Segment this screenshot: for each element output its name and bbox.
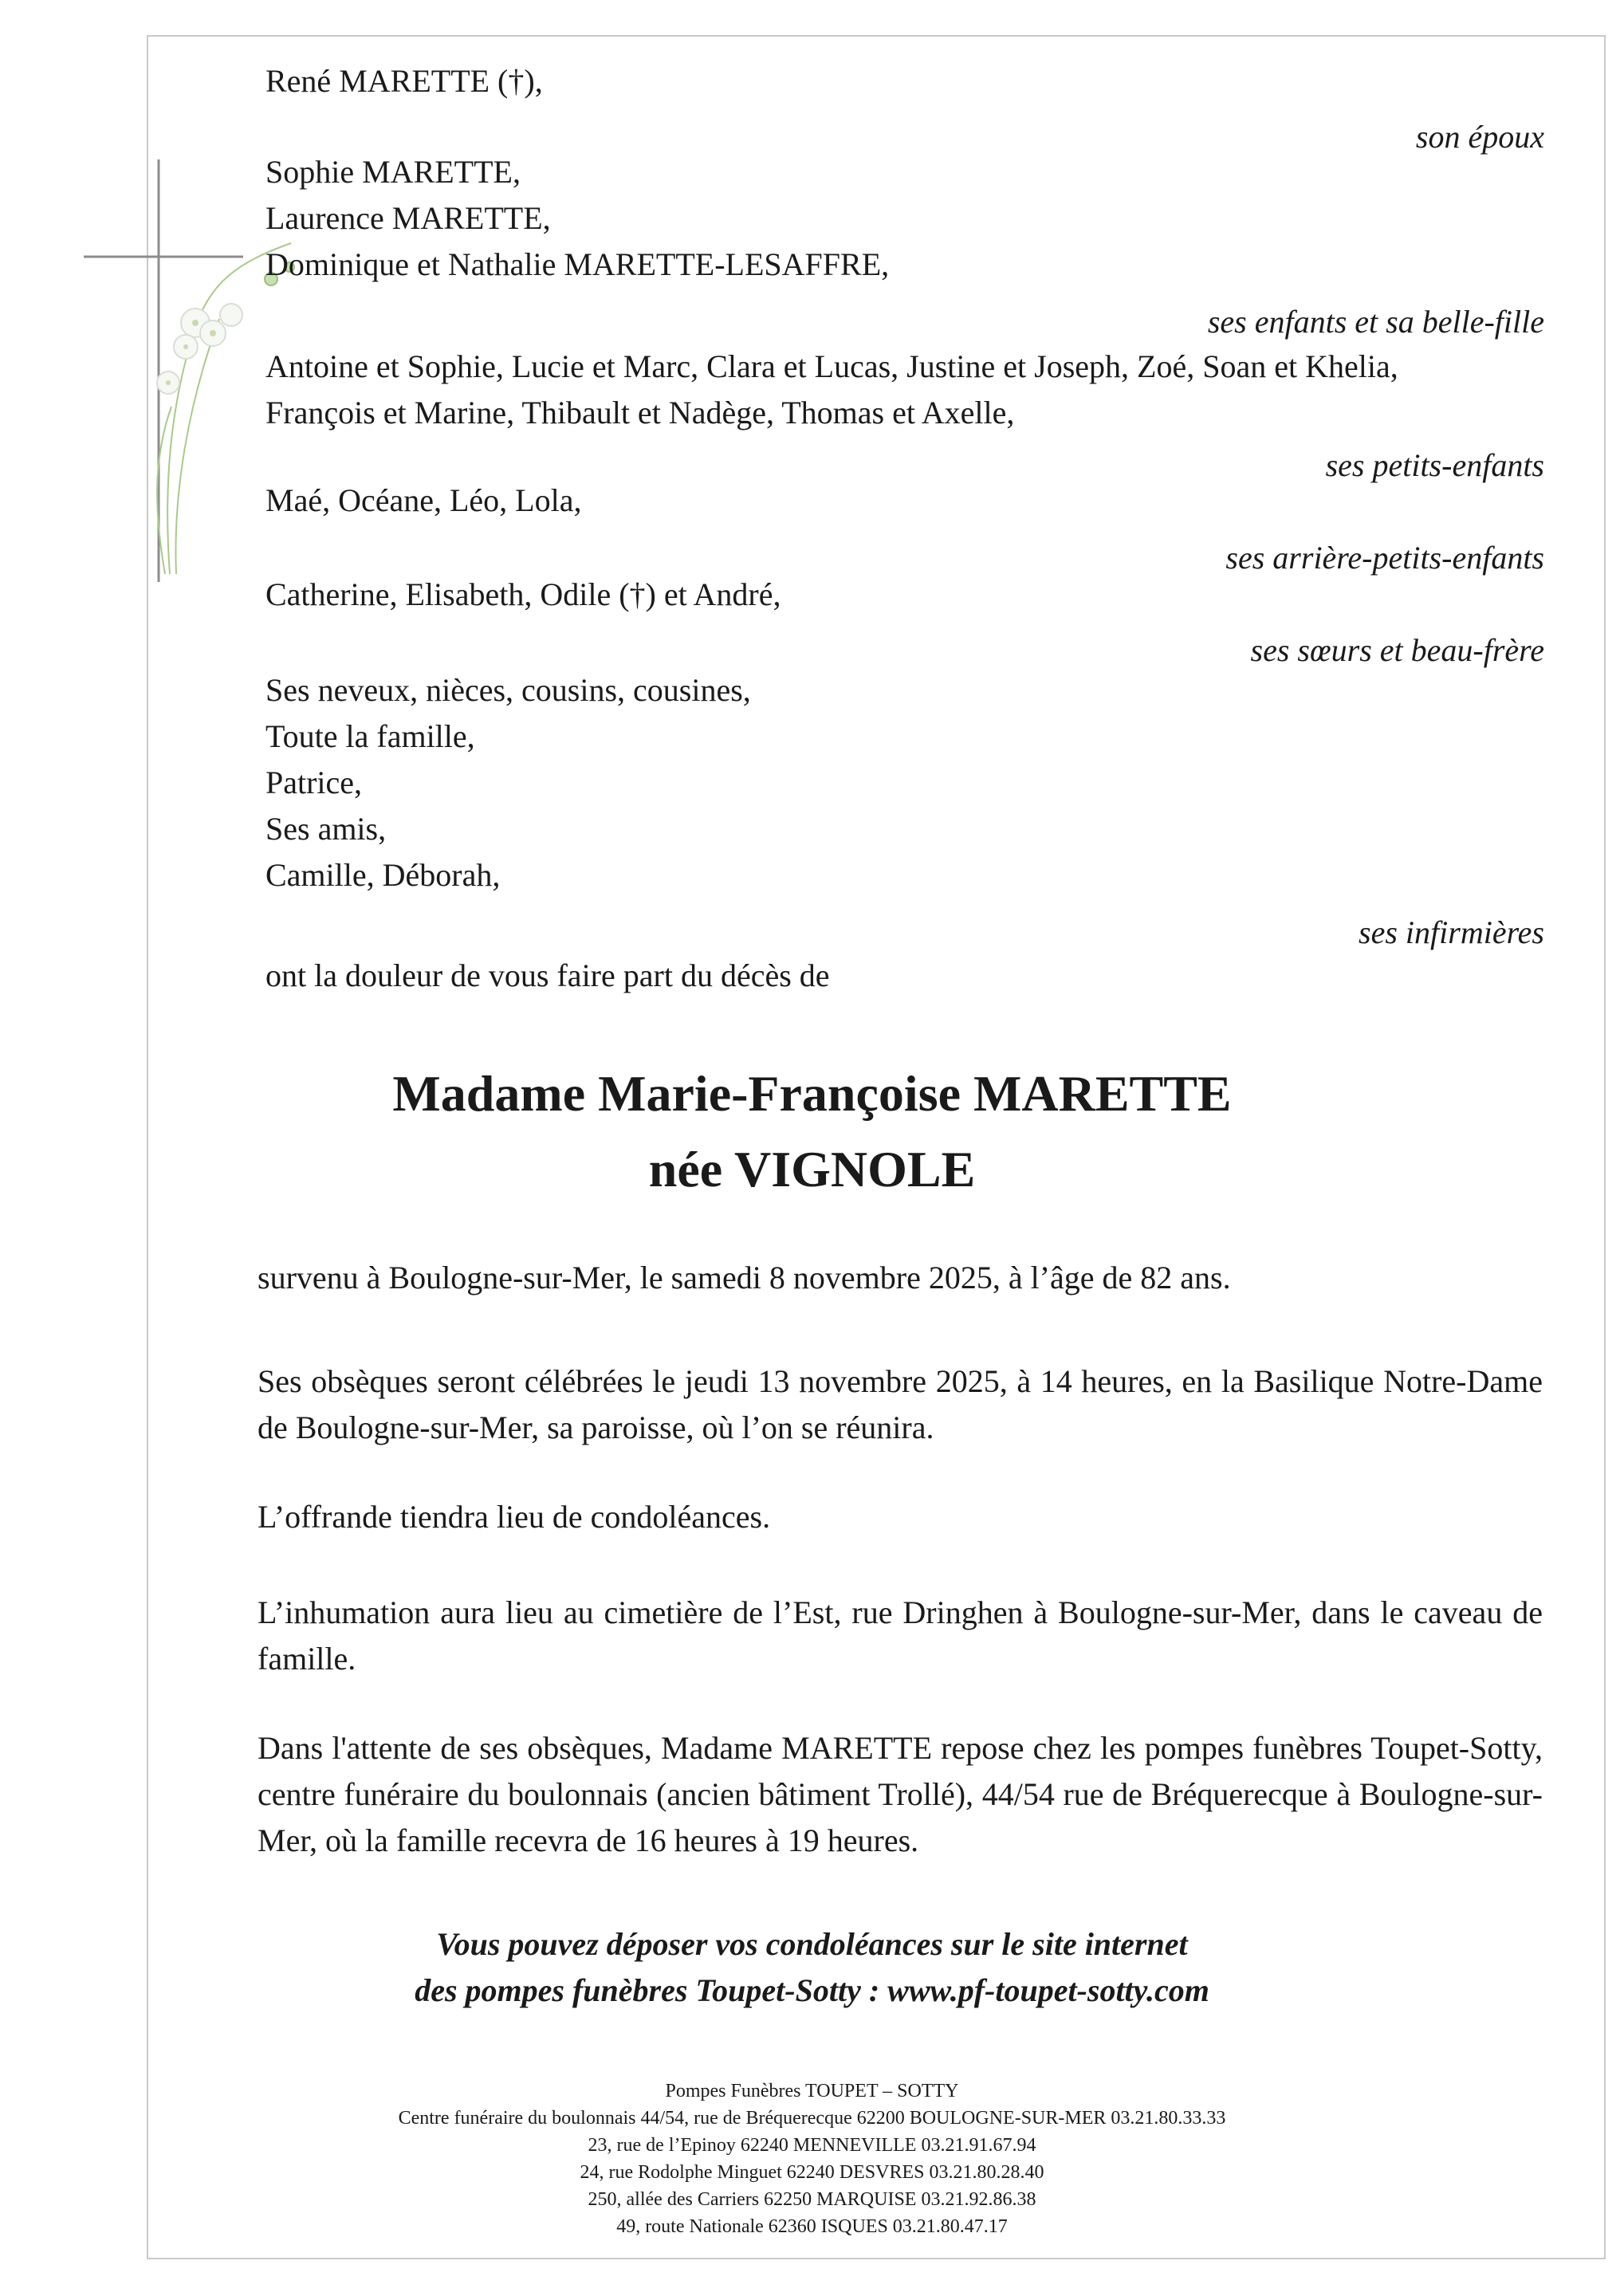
- footer-address-1: Centre funéraire du boulonnais 44/54, rue de Bréquerecque 62200 BOULOGNE-SUR-MER 03.21.80.33.33: [398, 2108, 1226, 2129]
- role-great-grandchildren: ses arrière-petits-enfants: [1225, 540, 1544, 576]
- announcement-intro: ont la douleur de vous faire part du décès de: [265, 957, 830, 993]
- role-siblings: ses sœurs et beau-frère: [1250, 632, 1544, 668]
- footer-address-2: 23, rue de l’Epinoy 62240 MENNEVILLE 03.21.91.67.94: [588, 2135, 1036, 2156]
- family-line-nurses: Camille, Déborah,: [265, 857, 501, 893]
- family-line-grandchildren-1: Antoine et Sophie, Lucie et Marc, Clara et Lucas, Justine et Joseph, Zoé, Soan et Khelia,: [265, 348, 1398, 384]
- paragraph-death-info: survenu à Boulogne-sur-Mer, le samedi 8 novembre 2025, à l’âge de 82 ans.: [258, 1260, 1231, 1295]
- deceased-name: Madame Marie-Françoise MARETTE: [392, 1065, 1232, 1122]
- family-line-family: Toute la famille,: [265, 718, 475, 754]
- cross-icon: [84, 159, 243, 582]
- role-nurses: ses infirmières: [1359, 914, 1544, 950]
- footer-address-3: 24, rue Rodolphe Minguet 62240 DESVRES 03.21.80.28.40: [580, 2162, 1044, 2183]
- footer-address-4: 250, allée des Carriers 62250 MARQUISE 03.21.92.86.38: [588, 2189, 1036, 2210]
- family-line-child-1: Sophie MARETTE,: [265, 154, 521, 190]
- deceased-maiden-name: née VIGNOLE: [648, 1141, 976, 1197]
- family-line-patrice: Patrice,: [265, 765, 363, 800]
- family-line-siblings: Catherine, Elisabeth, Odile (†) et André,: [265, 576, 781, 612]
- role-spouse: son époux: [1415, 119, 1544, 155]
- role-grandchildren: ses petits-enfants: [1325, 447, 1544, 483]
- family-line-great-grandchildren: Maé, Océane, Léo, Lola,: [265, 482, 582, 518]
- family-line-relatives: Ses neveux, nièces, cousins, cousines,: [265, 672, 751, 708]
- website-notice-line-1: Vous pouvez déposer vos condoléances sur le site internet: [436, 1926, 1188, 1962]
- family-line-grandchildren-2: François et Marine, Thibault et Nadège, Thomas et Axelle,: [265, 395, 1015, 431]
- paragraph-funeral: Ses obsèques seront célébrées le jeudi 13 novembre 2025, à 14 heures, en la Basilique Notre-Dame de Boulogne-sur-Mer, sa paroisse, où l’on se réunira.: [258, 1363, 1543, 1445]
- footer-company: Pompes Funèbres TOUPET – SOTTY: [665, 2081, 959, 2101]
- paragraph-repose: Dans l'attente de ses obsèques, Madame MARETTE repose chez les pompes funèbres Toupet-Sotty, centre funéraire du boulonnais (ancien bâtiment Trollé), 44/54 rue de Bréquerecque à Boulogne-sur-Mer, où la famille recevra de 16 heures à 19 heures.: [258, 1730, 1543, 1858]
- paragraph-burial: L’inhumation aura lieu au cimetière de l’Est, rue Dringhen à Boulogne-sur-Mer, dans le caveau de famille.: [258, 1594, 1543, 1677]
- footer-address-5: 49, route Nationale 62360 ISQUES 03.21.80.47.17: [616, 2216, 1008, 2237]
- website-notice-line-2: des pompes funèbres Toupet-Sotty : www.pf-toupet-sotty.com: [415, 1972, 1209, 2008]
- role-children: ses enfants et sa belle-fille: [1207, 304, 1544, 340]
- family-line-child-2: Laurence MARETTE,: [265, 200, 551, 236]
- family-line-spouse: René MARETTE (†),: [265, 63, 543, 99]
- paragraph-offering: L’offrande tiendra lieu de condoléances.: [258, 1499, 771, 1535]
- family-line-child-3: Dominique et Nathalie MARETTE-LESAFFRE,: [265, 246, 890, 282]
- family-line-friends: Ses amis,: [265, 811, 387, 847]
